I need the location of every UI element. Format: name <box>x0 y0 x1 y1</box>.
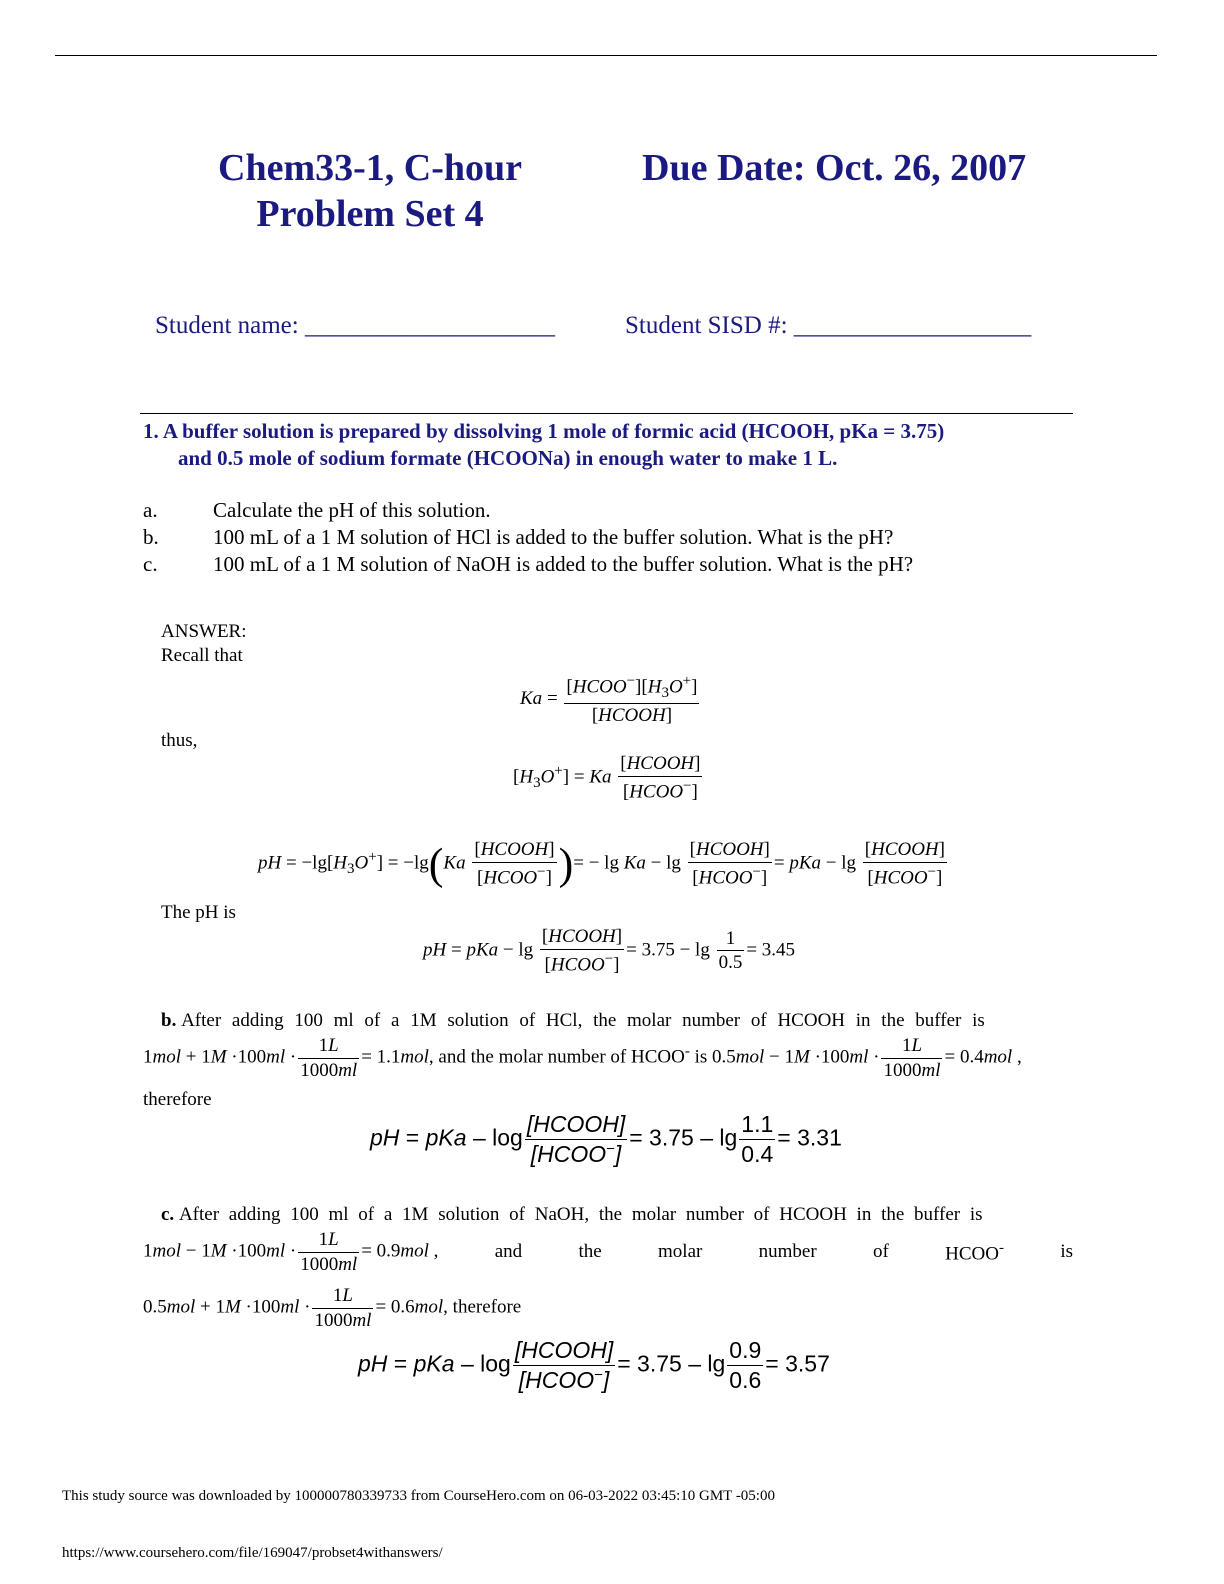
source-url[interactable]: https://www.coursehero.com/file/169047/probset4withanswers/ <box>62 1545 443 1561</box>
question-parts <box>143 497 1043 578</box>
source-footer: This study source was downloaded by 100000780339733 from CourseHero.com on 06-03-2022 03:45:10 GMT -05:00 <box>62 1488 775 1504</box>
ph-result-c: pH = pKa – log $\frac{\text{[HCOOH]}}{[HCOO^-]}$ = 3.75 – lg $\frac{0.9}{0.6}$ = 3.57 <box>358 1337 830 1393</box>
part-c-formate: 0.5mol + 1M ·100ml · $\frac{1L}{1000ml}$ = 0.6mol, therefore <box>143 1285 522 1331</box>
ph-c-value: 3.57 <box>785 1350 830 1377</box>
ph-is-text: The pH is <box>161 902 236 923</box>
top-rule <box>55 55 1157 56</box>
part-a: a. Calculate the pH of this solution. <box>143 498 491 522</box>
h3o-equation: $[H_3O^+] = Ka$ $\frac{\text{[HCOOH]}}{[HCOO^-]}$ <box>513 753 701 803</box>
ph-result-a: pH = pKa − lg $\frac{\text{[HCOOH]}}{[HCOO^-]}$ = 3.75 − lg $\frac{1}{0.5}$ = 3.45 <box>423 926 796 976</box>
problem-set-title: Problem Set 4 <box>256 193 484 235</box>
student-name-blank[interactable]: ____________________ <box>304 312 555 339</box>
ph-b-value: 3.31 <box>797 1124 842 1151</box>
student-sisd-field[interactable] <box>625 312 1031 340</box>
course-title <box>150 145 590 237</box>
ka-equation: Ka = $\frac{[HCOO^-][H_3O^+]}{\text{[HCOOH]}}$ <box>520 673 698 726</box>
course-name: Chem33-1, C-hour <box>218 147 522 189</box>
due-date: Due Date: Oct. 26, 2007 <box>642 147 1027 189</box>
therefore-text: therefore <box>143 1089 212 1110</box>
question-line-1: 1. A buffer solution is prepared by dissolving 1 mole of formic acid (HCOOH, pKa = 3.75) <box>143 419 945 443</box>
student-sisd-blank[interactable]: ___________________ <box>793 312 1032 339</box>
ph-a-value: = 3.45 <box>746 939 796 961</box>
question-1 <box>143 418 1078 472</box>
part-c-intro: c. After adding 100 ml of a 1M solution of NaOH, the molar number of HCOOH in the buffer is <box>161 1204 983 1225</box>
part-c-moles: 1mol − 1M ·100ml · $\frac{1L}{1000ml}$ = 0.9mol , and the molar number of HCOO- is <box>143 1229 1073 1275</box>
student-name-field[interactable] <box>155 312 555 340</box>
answer-heading: ANSWER: <box>161 621 247 642</box>
student-sisd-label: Student SISD #: <box>625 312 794 339</box>
recall-text: Recall that <box>161 645 243 666</box>
question-rule <box>140 413 1073 414</box>
part-b-intro: b. After adding 100 ml of a 1M solution of HCl, the molar number of HCOOH in the buffer is <box>161 1010 985 1031</box>
ph-result-b: pH = pKa – log $\frac{\text{[HCOOH]}}{[HCOO^-]}$ = 3.75 – lg $\frac{1.1}{0.4}$ = 3.31 <box>370 1111 842 1167</box>
part-b: b. 100 mL of a 1 M solution of HCl is added to the buffer solution. What is the pH? <box>143 525 894 549</box>
part-b-moles: 1mol + 1M ·100ml · $\frac{1L}{1000ml}$ = 1.1mol, and the molar number of HCOO- is 0.5mol − 1M ·100ml · $\frac{1L}{1000ml}$ = 0.4mol , <box>143 1035 1022 1081</box>
student-name-label: Student name: <box>155 312 305 339</box>
ph-derivation: pH = $-\lg[H_3O^+] = -\lg(Ka$ $\frac{\text{[HCOOH]}}{[HCOO^-]}$ )= − lg Ka − lg $\frac{\text{[HCOOH]}}{[HCOO^-]}$ = pKa − lg $\frac{\text{[HCOOH]}}{[HCOO^-]}$ <box>258 839 945 889</box>
part-c: c. 100 mL of a 1 M solution of NaOH is added to the buffer solution. What is the pH? <box>143 552 914 576</box>
thus-text: thus, <box>161 730 198 751</box>
question-line-2: and 0.5 mole of sodium formate (HCOONa) in enough water to make 1 L. <box>178 446 838 470</box>
